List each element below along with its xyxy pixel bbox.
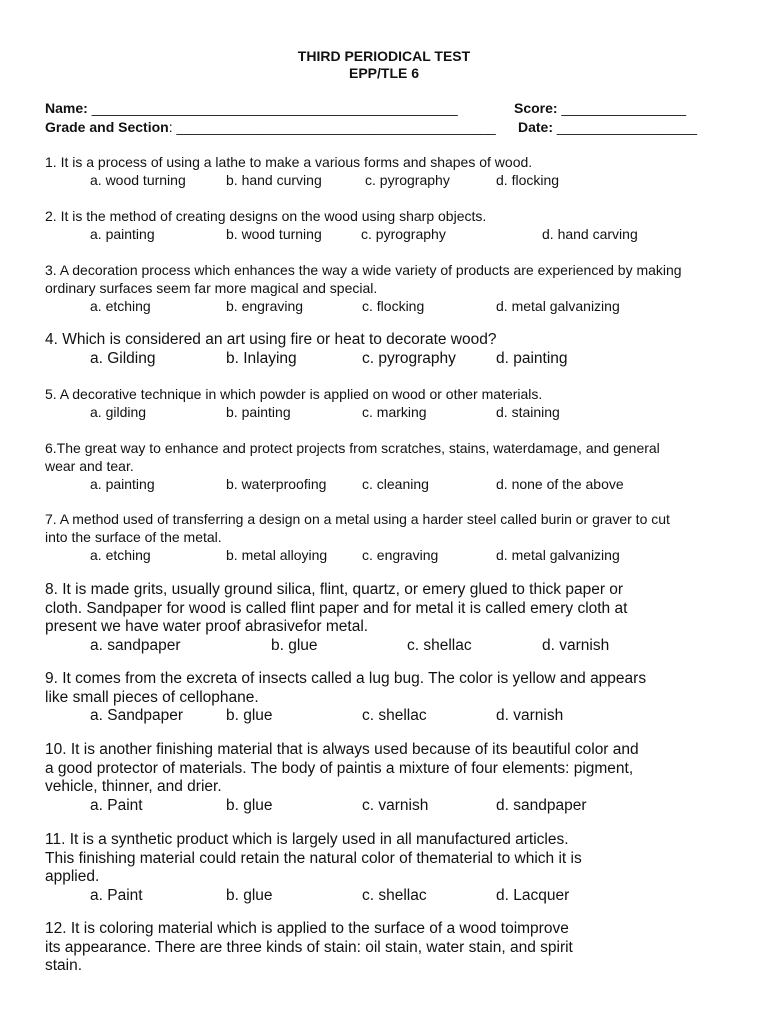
- question-stem: 10. It is another finishing material that is always used because of its beautiful color and: [45, 741, 639, 758]
- option-c[interactable]: c. engraving: [362, 547, 439, 563]
- option-a[interactable]: a. wood turning: [90, 172, 186, 188]
- question-stem: 11. It is a synthetic product which is largely used in all manufactured articles.: [45, 831, 569, 848]
- question-stem: applied.: [45, 868, 100, 885]
- question-6: [45, 439, 745, 493]
- option-c[interactable]: c. pyrography: [365, 172, 450, 188]
- option-a[interactable]: a. sandpaper: [90, 636, 181, 654]
- option-a[interactable]: a. painting: [90, 226, 155, 242]
- grade-section-field[interactable]: [45, 119, 496, 136]
- question-4: [45, 331, 745, 370]
- question-stem: 6.The great way to enhance and protect projects from scratches, stains, waterdamage, and general: [45, 440, 660, 456]
- question-10: [45, 741, 745, 817]
- option-c[interactable]: c. shellac: [362, 707, 427, 724]
- option-a[interactable]: a. Gilding: [90, 349, 156, 367]
- question-3: [45, 261, 745, 315]
- name-label: Name:: [45, 100, 88, 116]
- question-stem: a good protector of materials. The body of paintis a mixture of four elements: pigment,: [45, 759, 634, 777]
- option-b[interactable]: b. painting: [226, 404, 291, 420]
- option-row: [45, 350, 745, 370]
- option-c[interactable]: c. shellac: [362, 886, 427, 904]
- option-row: [45, 475, 745, 493]
- option-b[interactable]: b. glue: [271, 636, 318, 654]
- option-b[interactable]: b. hand curving: [226, 172, 322, 188]
- option-row: [45, 887, 745, 907]
- question-stem: 2. It is the method of creating designs on the wood using sharp objects.: [45, 208, 487, 224]
- option-d[interactable]: d. metal galvanizing: [496, 547, 620, 563]
- question-stem: 9. It comes from the excreta of insects called a lug bug. The color is yellow and appears: [45, 670, 647, 687]
- option-row: [45, 225, 745, 243]
- option-row: [45, 403, 745, 421]
- option-d[interactable]: d. sandpaper: [496, 796, 587, 814]
- option-d[interactable]: d. none of the above: [496, 476, 624, 492]
- question-12: [45, 920, 745, 976]
- option-d[interactable]: d. metal galvanizing: [496, 298, 620, 314]
- option-row: [45, 637, 745, 657]
- option-d[interactable]: d. flocking: [496, 172, 560, 188]
- title-line-2: EPP/TLE 6: [348, 65, 420, 81]
- score-line: ________________: [561, 100, 687, 116]
- option-b[interactable]: b. metal alloying: [226, 547, 328, 563]
- question-11: [45, 831, 745, 907]
- option-b[interactable]: b. Inlaying: [226, 349, 297, 367]
- score-field[interactable]: [514, 100, 686, 117]
- question-stem: into the surface of the metal.: [45, 529, 222, 545]
- question-1: [45, 153, 745, 189]
- option-a[interactable]: a. gilding: [90, 404, 147, 420]
- option-a[interactable]: a. etching: [90, 547, 151, 563]
- option-d[interactable]: d. staining: [496, 404, 560, 420]
- question-stem: stain.: [45, 957, 83, 974]
- score-label: Score:: [514, 100, 558, 116]
- question-9: [45, 670, 745, 727]
- option-d[interactable]: d. painting: [496, 349, 568, 367]
- question-stem: 4. Which is considered an art using fire or heat to decorate wood?: [45, 331, 497, 348]
- question-stem: wear and tear.: [45, 458, 134, 474]
- option-c[interactable]: c. flocking: [362, 298, 425, 314]
- question-stem: like small pieces of cellophane.: [45, 688, 259, 706]
- grade-section-colon: :: [168, 119, 173, 135]
- option-a[interactable]: a. painting: [90, 476, 155, 492]
- title-line-1: THIRD PERIODICAL TEST: [297, 48, 471, 64]
- question-8: [45, 581, 745, 657]
- question-stem: This finishing material could retain the natural color of thematerial to which it is: [45, 849, 582, 867]
- option-row: [45, 797, 745, 817]
- grade-section-label: Grade and Section: [45, 119, 169, 135]
- option-d[interactable]: d. Lacquer: [496, 886, 570, 904]
- option-d[interactable]: d. varnish: [542, 636, 610, 654]
- option-a[interactable]: a. etching: [90, 298, 151, 314]
- question-2: [45, 207, 745, 243]
- option-c[interactable]: c. varnish: [362, 796, 429, 814]
- question-stem: 1. It is a process of using a lathe to make a various forms and shapes of wood.: [45, 154, 533, 170]
- option-row: [45, 546, 745, 564]
- question-stem: cloth. Sandpaper for wood is called flint paper and for metal it is called emery cloth at: [45, 599, 628, 617]
- option-b[interactable]: b. glue: [226, 796, 273, 814]
- question-stem: its appearance. There are three kinds of stain: oil stain, water stain, and spirit: [45, 938, 573, 956]
- option-d[interactable]: d. hand carving: [542, 226, 638, 242]
- option-row: [45, 297, 745, 315]
- question-stem: present we have water proof abrasivefor metal.: [45, 618, 369, 635]
- name-line: _______________________________________________: [91, 100, 458, 116]
- option-c[interactable]: c. shellac: [407, 636, 472, 654]
- option-a[interactable]: a. Sandpaper: [90, 707, 184, 724]
- date-line: __________________: [556, 119, 698, 135]
- option-row: [45, 707, 745, 727]
- date-field[interactable]: [518, 119, 697, 136]
- question-stem: 12. It is coloring material which is applied to the surface of a wood toimprove: [45, 920, 569, 937]
- question-stem: 3. A decoration process which enhances the way a wide variety of products are experienced by making: [45, 262, 682, 278]
- question-stem: vehicle, thinner, and drier.: [45, 778, 222, 795]
- option-c[interactable]: c. cleaning: [362, 476, 429, 492]
- option-row: [45, 171, 745, 189]
- question-stem: 8. It is made grits, usually ground silica, flint, quartz, or emery glued to thick paper or: [45, 581, 624, 598]
- question-stem: 5. A decorative technique in which powder is applied on wood or other materials.: [45, 386, 543, 402]
- option-a[interactable]: a. Paint: [90, 796, 143, 814]
- option-a[interactable]: a. Paint: [90, 886, 143, 904]
- question-stem: 7. A method used of transferring a design on a metal using a harder steel called burin or graver to cut: [45, 511, 670, 527]
- question-5: [45, 385, 745, 421]
- name-field[interactable]: [45, 100, 458, 117]
- option-b[interactable]: b. glue: [226, 707, 273, 724]
- option-c[interactable]: c. marking: [362, 404, 427, 420]
- question-7: [45, 510, 745, 564]
- option-c[interactable]: c. pyrography: [361, 226, 446, 242]
- date-label: Date:: [518, 119, 554, 135]
- option-b[interactable]: b. waterproofing: [226, 476, 327, 492]
- grade-section-line: _________________________________________: [176, 119, 496, 135]
- option-d[interactable]: d. varnish: [496, 707, 564, 724]
- option-c[interactable]: c. pyrography: [362, 349, 456, 367]
- option-b[interactable]: b. wood turning: [226, 226, 322, 242]
- option-b[interactable]: b. glue: [226, 886, 273, 904]
- question-stem: ordinary surfaces seem far more magical and special.: [45, 280, 378, 296]
- option-b[interactable]: b. engraving: [226, 298, 304, 314]
